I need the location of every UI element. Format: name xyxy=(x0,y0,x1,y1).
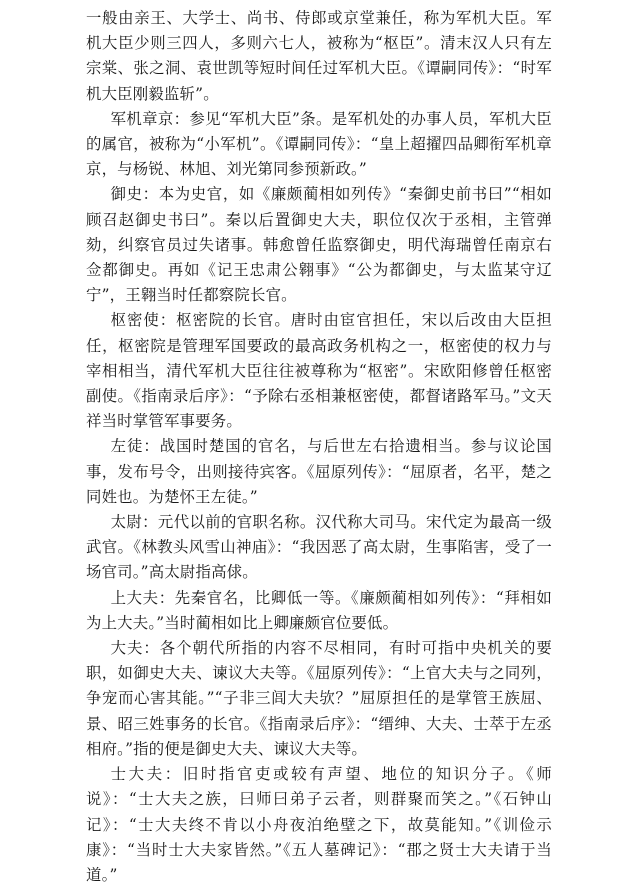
paragraph-shangdafu: 上大夫：先秦官名，比卿低一等。《廉颇蔺相如列传》：“拜相如为上大夫。”当时蔺相如比上卿廉颇官位要低。 xyxy=(86,588,552,632)
paragraph-shidafu: 士大夫：旧时指官吏或较有声望、地位的知识分子。《师说》：“士大夫之族，曰师曰弟子云者，则群聚而笑之。”《石钟山记》：“士大夫终不肯以小舟夜泊绝壁之下，故莫能知。”《训俭示康》：“当时士大夫家皆然。”《五人墓碑记》：“郡之贤士大夫请于当道。” xyxy=(86,765,552,884)
paragraph-dafu: 大夫：各个朝代所指的内容不尽相同，有时可指中央机关的要职，如御史大夫、谏议大夫等。《屈原列传》：“上官大夫与之同列，争宠而心害其能。”“子非三闾大夫欤？”屈原担任的是掌管王族屈、景、昭三姓事务的长官。《指南录后序》：“缙绅、大夫、士萃于左丞相府。”指的便是御史大夫、谏议大夫等。 xyxy=(86,639,552,758)
paragraph-junjidachen-continued: 一般由亲王、大学士、尚书、侍郎或京堂兼任，称为军机大臣。军机大臣少则三四人，多则六七人，被称为“枢臣”。清末汉人只有左宗棠、张之洞、袁世凯等短时间任过军机大臣。《谭嗣同传》：“时军机大臣刚毅监斩”。 xyxy=(86,9,552,103)
paragraph-zuotu: 左徒：战国时楚国的官名，与后世左右拾遗相当。参与议论国事，发布号令，出则接待宾客。《屈原列传》：“屈原者，名平，楚之同姓也。为楚怀王左徒。” xyxy=(86,437,552,506)
paragraph-taiwei: 太尉：元代以前的官职名称。汉代称大司马。宋代定为最高一级武官。《林教头风雪山神庙》：“我因恶了高太尉，生事陷害，受了一场官司。”高太尉指高俅。 xyxy=(86,513,552,582)
paragraph-yushi: 御史：本为史官，如《廉颇蔺相如列传》“秦御史前书曰”“相如顾召赵御史书曰”。秦以后置御史大夫，职位仅次于丞相，主管弹劾，纠察官员过失诸事。韩愈曾任监察御史，明代海瑞曾任南京右佥都御史。再如《记王忠肃公翱事》“公为都御史，与太监某守辽宁”，王翱当时任都察院长官。 xyxy=(86,185,552,305)
paragraph-junjizhangjing: 军机章京：参见“军机大臣”条。是军机处的办事人员，军机大臣的属官，被称为“小军机”。《谭嗣同传》：“皇上超擢四品卿衔军机章京，与杨锐、林旭、刘光第同参预新政。” xyxy=(86,109,552,179)
document-page xyxy=(86,6,552,888)
paragraph-shumishi: 枢密使：枢密院的长官。唐时由宦官担任，宋以后改由大臣担任，枢密院是管理军国要政的最高政务机构之一，枢密使的权力与宰相相当，清代军机大臣往往被尊称为“枢密”。宋欧阳修曾任枢密副使。《指南录后序》：“予除右丞相兼枢密使，都督诸路军马。”文天祥当时掌管军事要务。 xyxy=(86,311,552,431)
